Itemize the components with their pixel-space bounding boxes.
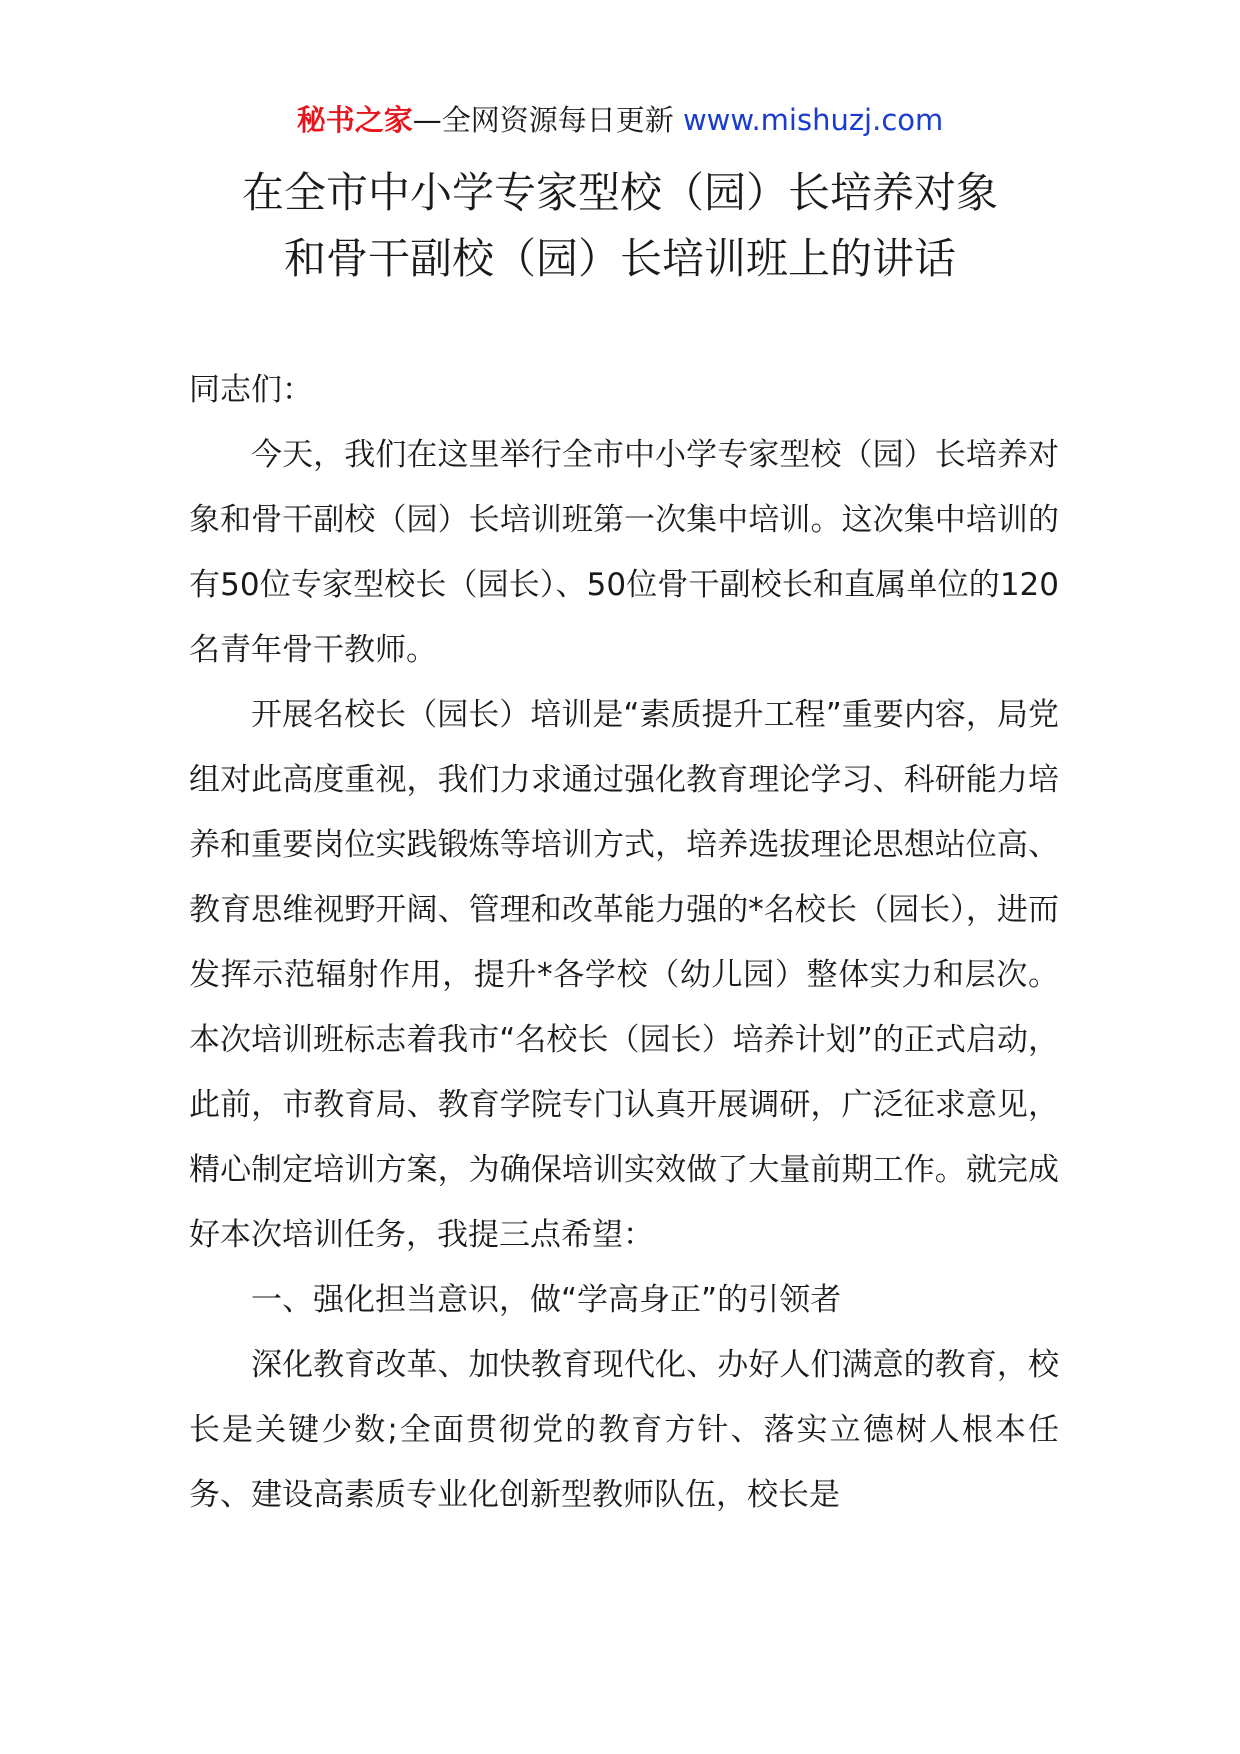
brand-name: 秘书之家 [296, 103, 413, 137]
header-tagline: —全网资源每日更新 [412, 103, 674, 137]
title-line-2: 和骨干副校（园）长培训班上的讲话 [283, 234, 956, 283]
section-heading-1: 一、强化担当意识，做“学高身正”的引领者 [251, 1282, 842, 1318]
body-paragraph-2: 开展名校长（园长）培训是“素质提升工程”重要内容，局党组对此高度重视，我们力求通过强化教育理论学习、科研能力培养和重要岗位实践锻炼等培训方式，培养选拔理论思想站位高、教育思维视野开阔、管理和改革能力强的*名校长（园长），进而发挥示范辐射作用，提升*各学校（幼儿园）整体实力和层次。本次培训班标志着我市“名校长（园长）培养计划”的正式启动，此前，市教育局、教育学院专门认真开展调研，广泛征求意见，精心制定培训方案，为确保培训实效做了大量前期工作。就完成好本次培训任务，我提三点希望： [189, 697, 1059, 1253]
salutation: 同志们： [189, 372, 313, 408]
body-paragraph-1: 今天，我们在这里举行全市中小学专家型校（园）长培养对象和骨干副校（园）长培训班第一次集中培训。这次集中培训的有50位专家型校长（园长）、50位骨干副校长和直属单位的120名青年骨干教师。 [189, 437, 1059, 668]
title-line-1: 在全市中小学专家型校（园）长培养对象 [241, 168, 998, 217]
site-url-link[interactable]: www.mishuzj.com [682, 103, 944, 137]
document-body [189, 358, 1059, 1528]
section-paragraph-1: 深化教育改革、加快教育现代化、办好人们满意的教育，校长是关键少数;全面贯彻党的教育方针、落实立德树人根本任务、建设高素质专业化创新型教师队伍，校长是 [189, 1347, 1059, 1513]
document-title [0, 160, 1240, 292]
site-header [0, 100, 1240, 140]
